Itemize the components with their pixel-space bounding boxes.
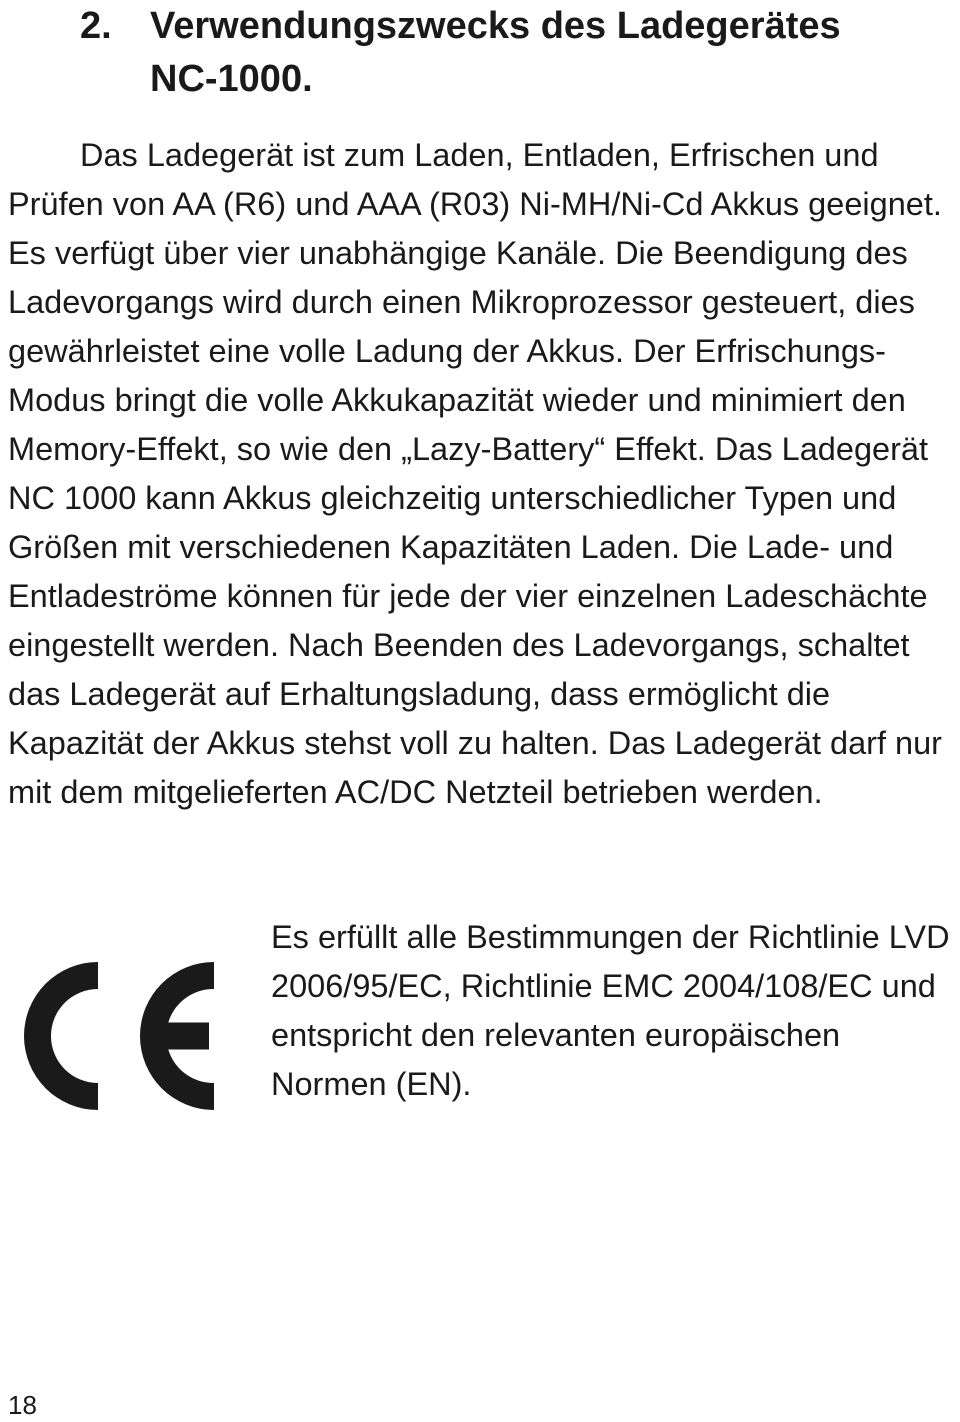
page-number: 18: [8, 1390, 37, 1420]
section-number: 2.: [80, 5, 112, 47]
description-paragraph: Das Ladegerät ist zum Laden, Entladen, Erfrischen und Prüfen von AA (R6) und AAA (R03) Ni-MH/Ni-Cd Akkus geeignet. Es verfügt über vier unabhängige Kanäle. Die Beendigung des Ladevorgangs wird durch einen Mikroprozessor gesteuert, dies gewährleistet eine volle Ladung der Akkus. Der Erfrischungs-Modus bringt die volle Akkukapazität wieder und minimiert den Memory-Effekt, so wie den „Lazy-Battery“ Effekt. Das Ladegerät NC 1000 kann Akkus gleichzeitig unterschiedlicher Typen und Größen mit verschiedenen Kapazitäten Laden. Die Lade- und Entladeströme können für jede der vier einzelnen Ladeschächte eingestellt werden. Nach Beenden des Ladevorgangs, schaltet das Ladegerät auf Erhaltungsladung, dass ermöglicht die Kapazität der Akkus stehst voll zu halten. Das Ladegerät darf nur mit dem mitgelieferten AC/DC Netzteil betrieben werden.: [8, 137, 943, 810]
section-heading: [80, 0, 841, 106]
section-title-line1: Verwendungszwecks des Ladegerätes: [150, 5, 841, 47]
ce-mark-icon: [14, 962, 240, 1110]
section-title-line2: NC-1000.: [150, 58, 313, 100]
conformity-statement: Es erfüllt alle Bestimmungen der Richtlinie LVD 2006/95/EC, Richtlinie EMC 2004/108/EC und entspricht den relevanten europäischen Normen (EN).: [271, 919, 950, 1102]
ce-mark-letter-c: [24, 962, 98, 1110]
ce-mark-letter-e: [140, 962, 214, 1110]
